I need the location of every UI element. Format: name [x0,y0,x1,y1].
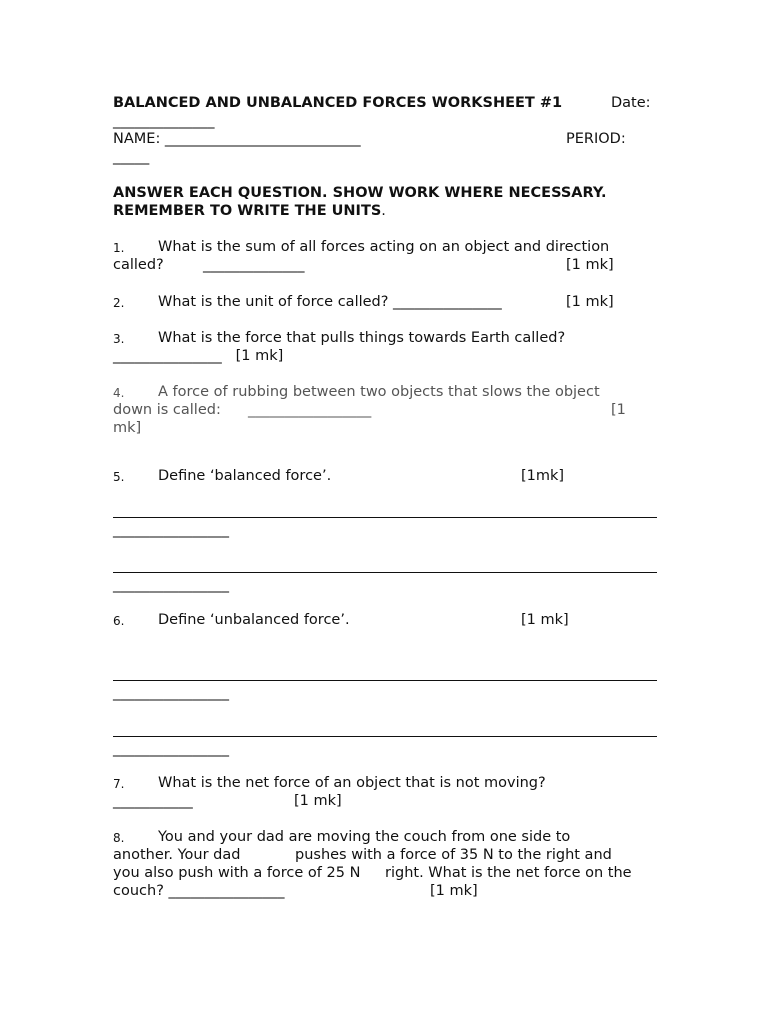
question-6-marks: [1 mk] [521,612,569,628]
question-5-text: Define ‘balanced force’. [158,468,332,484]
period-label: PERIOD: [566,131,626,147]
question-5-marks: [1mk] [521,468,565,484]
question-7-marks: [1 mk] [294,793,342,809]
question-7-answer-blank[interactable]: ___________ [113,793,193,809]
question-5-answer-line-1[interactable] [113,517,657,518]
question-6-answer-tail-2[interactable]: ________________ [113,741,229,757]
question-5-answer-tail-2[interactable]: ________________ [113,577,229,593]
question-2-marks: [1 mk] [566,294,614,310]
question-3-text: What is the force that pulls things towards Earth called? [158,330,566,346]
question-4-text: A force of rubbing between two objects that slows the object [158,384,600,400]
question-8-answer-line[interactable]: couch? ________________ [113,883,285,899]
question-4-answer-blank[interactable]: _________________ [248,402,372,418]
question-6-answer-line-1[interactable] [113,680,657,681]
date-blank[interactable]: ______________ [113,113,215,129]
instructions-line-2 [113,202,386,220]
question-8-text-line-2b: pushes with a force of 35 N to the right and [295,847,612,863]
question-7-number: 7. [113,777,125,791]
question-4-number: 4. [113,386,125,400]
question-8-text-line-3a: you also push with a force of 25 N [113,865,361,881]
question-7-text: What is the net force of an object that is not moving? [158,775,546,791]
instructions-period: . [381,203,386,219]
question-1-text-cont: called? [113,257,164,273]
question-8-number: 8. [113,831,125,845]
question-8-text: You and your dad are moving the couch from one side to [158,829,571,845]
question-5-number: 5. [113,470,125,484]
worksheet-title: BALANCED AND UNBALANCED FORCES WORKSHEET #1 [113,95,563,111]
question-8-marks: [1 mk] [430,883,478,899]
question-4-marks-cont: mk] [113,420,142,436]
question-6-answer-line-2[interactable] [113,736,657,737]
question-8-text-line-3b: right. What is the net force on the [385,865,632,881]
date-label: Date: [611,95,651,111]
instructions-line-1: ANSWER EACH QUESTION. SHOW WORK WHERE NECESSARY. [113,185,607,201]
question-1-marks: [1 mk] [566,257,614,273]
question-5-answer-tail-1[interactable]: ________________ [113,522,229,538]
instructions-units: REMEMBER TO WRITE THE UNITS [113,203,382,219]
period-blank[interactable]: _____ [113,149,150,165]
question-1-answer-blank[interactable]: ______________ [203,257,305,273]
question-1-text: What is the sum of all forces acting on an object and direction [158,239,610,255]
question-6-answer-tail-1[interactable]: ________________ [113,685,229,701]
question-1-number: 1. [113,241,125,255]
name-field[interactable]: NAME: ___________________________ [113,131,361,147]
question-4-text-cont: down is called: [113,402,221,418]
question-2-number: 2. [113,296,125,310]
question-2-text: What is the unit of force called? _______________ [158,294,502,310]
question-5-answer-line-2[interactable] [113,572,657,573]
question-8-text-line-2a: another. Your dad [113,847,241,863]
question-4-marks: [1 [611,402,626,418]
question-6-number: 6. [113,614,125,628]
question-3-number: 3. [113,332,125,346]
question-3-answer-line[interactable]: _______________ [1 mk] [113,348,284,364]
question-6-text: Define ‘unbalanced force’. [158,612,350,628]
